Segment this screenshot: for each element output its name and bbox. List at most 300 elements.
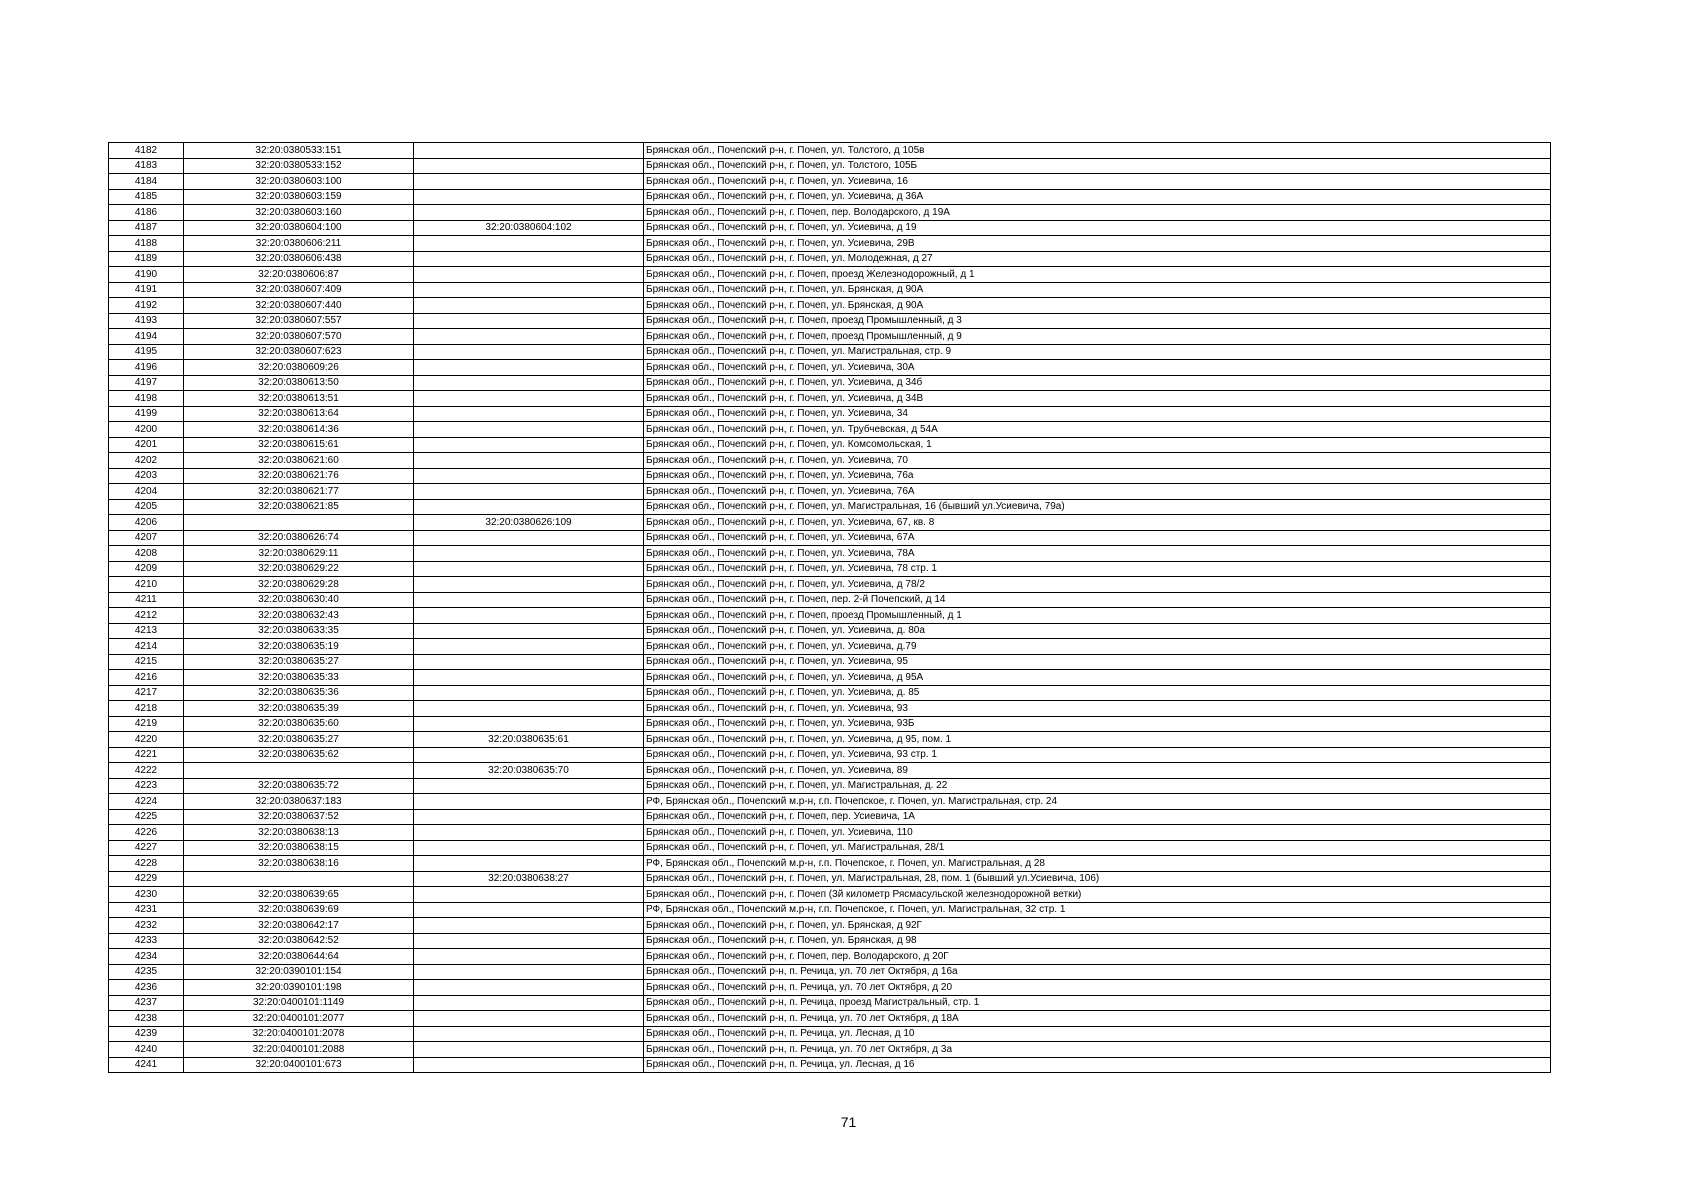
- row-number-cell: 4238: [109, 1011, 184, 1027]
- table-row: [109, 995, 1551, 1011]
- linked-cadastral-number-cell: [414, 809, 644, 825]
- row-number-cell: 4212: [109, 608, 184, 624]
- row-number-cell: 4187: [109, 220, 184, 236]
- address-cell: Брянская обл., Почепский р-н, г. Почеп, ул. Усиевича, д 34б: [644, 375, 1551, 391]
- address-cell: Брянская обл., Почепский р-н, г. Почеп, ул. Усиевича, 76А: [644, 484, 1551, 500]
- address-cell: Брянская обл., Почепский р-н, г. Почеп (3й километр Рясмасульской железнодорожной ветки): [644, 887, 1551, 903]
- row-number-cell: 4201: [109, 437, 184, 453]
- table-row: [109, 530, 1551, 546]
- table-row: [109, 515, 1551, 531]
- row-number-cell: 4218: [109, 701, 184, 717]
- cadastral-number-cell: 32:20:0380607:440: [184, 298, 414, 314]
- address-cell: РФ, Брянская обл., Почепский м.р-н, г.п. Почепское, г. Почеп, ул. Магистральная, д 28: [644, 856, 1551, 872]
- table-row: [109, 406, 1551, 422]
- linked-cadastral-number-cell: [414, 856, 644, 872]
- cadastral-number-cell: 32:20:0380533:152: [184, 158, 414, 174]
- cadastral-number-cell: 32:20:0380614:36: [184, 422, 414, 438]
- table-row: [109, 887, 1551, 903]
- table-row: [109, 205, 1551, 221]
- table-row: [109, 918, 1551, 934]
- cadastral-number-cell: 32:20:0380629:22: [184, 561, 414, 577]
- row-number-cell: 4222: [109, 763, 184, 779]
- linked-cadastral-number-cell: [414, 391, 644, 407]
- linked-cadastral-number-cell: [414, 205, 644, 221]
- cadastral-number-cell: 32:20:0380607:557: [184, 313, 414, 329]
- address-cell: Брянская обл., Почепский р-н, г. Почеп, ул. Усиевича, д 34В: [644, 391, 1551, 407]
- address-cell: Брянская обл., Почепский р-н, п. Речица, ул. 70 лет Октября, д 16а: [644, 964, 1551, 980]
- registry-table-body: [109, 143, 1551, 1073]
- address-cell: Брянская обл., Почепский р-н, г. Почеп, ул. Магистральная, д. 22: [644, 778, 1551, 794]
- address-cell: Брянская обл., Почепский р-н, г. Почеп, ул. Усиевича, д 95А: [644, 670, 1551, 686]
- linked-cadastral-number-cell: [414, 344, 644, 360]
- row-number-cell: 4237: [109, 995, 184, 1011]
- linked-cadastral-number-cell: [414, 639, 644, 655]
- address-cell: Брянская обл., Почепский р-н, г. Почеп, ул. Усиевича, д. 80а: [644, 623, 1551, 639]
- cadastral-number-cell: 32:20:0380635:36: [184, 685, 414, 701]
- table-row: [109, 453, 1551, 469]
- table-row: [109, 189, 1551, 205]
- row-number-cell: 4239: [109, 1026, 184, 1042]
- linked-cadastral-number-cell: 32:20:0380638:27: [414, 871, 644, 887]
- table-row: [109, 685, 1551, 701]
- cadastral-number-cell: 32:20:0380603:160: [184, 205, 414, 221]
- row-number-cell: 4198: [109, 391, 184, 407]
- cadastral-number-cell: 32:20:0380606:211: [184, 236, 414, 252]
- linked-cadastral-number-cell: [414, 189, 644, 205]
- linked-cadastral-number-cell: [414, 267, 644, 283]
- row-number-cell: 4240: [109, 1042, 184, 1058]
- cadastral-number-cell: [184, 515, 414, 531]
- row-number-cell: 4235: [109, 964, 184, 980]
- address-cell: Брянская обл., Почепский р-н, г. Почеп, ул. Толстого, 105Б: [644, 158, 1551, 174]
- table-row: [109, 825, 1551, 841]
- row-number-cell: 4227: [109, 840, 184, 856]
- linked-cadastral-number-cell: [414, 685, 644, 701]
- linked-cadastral-number-cell: [414, 654, 644, 670]
- table-row: [109, 236, 1551, 252]
- cadastral-number-cell: 32:20:0400101:673: [184, 1057, 414, 1073]
- row-number-cell: 4193: [109, 313, 184, 329]
- table-row: [109, 732, 1551, 748]
- table-row: [109, 747, 1551, 763]
- cadastral-number-cell: 32:20:0380639:69: [184, 902, 414, 918]
- cadastral-number-cell: 32:20:0390101:198: [184, 980, 414, 996]
- linked-cadastral-number-cell: [414, 778, 644, 794]
- table-row: [109, 933, 1551, 949]
- address-cell: Брянская обл., Почепский р-н, г. Почеп, ул. Усиевича, 93 стр. 1: [644, 747, 1551, 763]
- table-row: [109, 360, 1551, 376]
- row-number-cell: 4209: [109, 561, 184, 577]
- row-number-cell: 4225: [109, 809, 184, 825]
- table-row: [109, 639, 1551, 655]
- address-cell: Брянская обл., Почепский р-н, г. Почеп, ул. Усиевича, д 95, пом. 1: [644, 732, 1551, 748]
- address-cell: РФ, Брянская обл., Почепский м.р-н, г.п. Почепское, г. Почеп, ул. Магистральная, стр. 24: [644, 794, 1551, 810]
- cadastral-number-cell: 32:20:0380635:19: [184, 639, 414, 655]
- cadastral-number-cell: 32:20:0380635:33: [184, 670, 414, 686]
- address-cell: Брянская обл., Почепский р-н, г. Почеп, ул. Усиевича, д 78/2: [644, 577, 1551, 593]
- cadastral-number-cell: 32:20:0380635:72: [184, 778, 414, 794]
- row-number-cell: 4210: [109, 577, 184, 593]
- cadastral-number-cell: 32:20:0380613:50: [184, 375, 414, 391]
- table-row: [109, 1026, 1551, 1042]
- linked-cadastral-number-cell: [414, 716, 644, 732]
- row-number-cell: 4195: [109, 344, 184, 360]
- linked-cadastral-number-cell: [414, 747, 644, 763]
- address-cell: Брянская обл., Почепский р-н, г. Почеп, ул. Усиевича, 30А: [644, 360, 1551, 376]
- row-number-cell: 4185: [109, 189, 184, 205]
- row-number-cell: 4220: [109, 732, 184, 748]
- cadastral-number-cell: 32:20:0380533:151: [184, 143, 414, 159]
- row-number-cell: 4186: [109, 205, 184, 221]
- cadastral-number-cell: 32:20:0380606:87: [184, 267, 414, 283]
- address-cell: Брянская обл., Почепский р-н, г. Почеп, ул. Комсомольская, 1: [644, 437, 1551, 453]
- linked-cadastral-number-cell: [414, 608, 644, 624]
- address-cell: Брянская обл., Почепский р-н, г. Почеп, ул. Усиевича, 110: [644, 825, 1551, 841]
- row-number-cell: 4188: [109, 236, 184, 252]
- address-cell: Брянская обл., Почепский р-н, п. Речица, ул. 70 лет Октября, д 20: [644, 980, 1551, 996]
- address-cell: Брянская обл., Почепский р-н, г. Почеп, ул. Усиевича, 78 стр. 1: [644, 561, 1551, 577]
- linked-cadastral-number-cell: 32:20:0380604:102: [414, 220, 644, 236]
- table-row: [109, 856, 1551, 872]
- cadastral-number-cell: 32:20:0380607:570: [184, 329, 414, 345]
- cadastral-number-cell: 32:20:0380621:77: [184, 484, 414, 500]
- address-cell: Брянская обл., Почепский р-н, г. Почеп, проезд Промышленный, д 3: [644, 313, 1551, 329]
- table-row: [109, 592, 1551, 608]
- row-number-cell: 4223: [109, 778, 184, 794]
- linked-cadastral-number-cell: [414, 825, 644, 841]
- address-cell: Брянская обл., Почепский р-н, г. Почеп, ул. Усиевича, 67, кв. 8: [644, 515, 1551, 531]
- cadastral-number-cell: 32:20:0380615:61: [184, 437, 414, 453]
- cadastral-number-cell: 32:20:0380638:15: [184, 840, 414, 856]
- row-number-cell: 4214: [109, 639, 184, 655]
- linked-cadastral-number-cell: [414, 499, 644, 515]
- table-row: [109, 980, 1551, 996]
- address-cell: Брянская обл., Почепский р-н, г. Почеп, пер. Володарского, д 20Г: [644, 949, 1551, 965]
- address-cell: Брянская обл., Почепский р-н, г. Почеп, ул. Магистральная, 16 (бывший ул.Усиевича, 79а): [644, 499, 1551, 515]
- address-cell: РФ, Брянская обл., Почепский м.р-н, г.п. Почепское, г. Почеп, ул. Магистральная, 32 стр. 1: [644, 902, 1551, 918]
- address-cell: Брянская обл., Почепский р-н, г. Почеп, ул. Усиевича, 70: [644, 453, 1551, 469]
- cadastral-number-cell: 32:20:0380632:43: [184, 608, 414, 624]
- row-number-cell: 4182: [109, 143, 184, 159]
- cadastral-number-cell: 32:20:0380635:27: [184, 654, 414, 670]
- cadastral-number-cell: 32:20:0380603:159: [184, 189, 414, 205]
- row-number-cell: 4211: [109, 592, 184, 608]
- table-row: [109, 220, 1551, 236]
- row-number-cell: 4190: [109, 267, 184, 283]
- table-row: [109, 1057, 1551, 1073]
- address-cell: Брянская обл., Почепский р-н, г. Почеп, ул. Усиевича, 95: [644, 654, 1551, 670]
- row-number-cell: 4232: [109, 918, 184, 934]
- cadastral-number-cell: 32:20:0380642:17: [184, 918, 414, 934]
- linked-cadastral-number-cell: [414, 282, 644, 298]
- table-row: [109, 763, 1551, 779]
- address-cell: Брянская обл., Почепский р-н, г. Почеп, ул. Усиевича, д. 85: [644, 685, 1551, 701]
- linked-cadastral-number-cell: [414, 1057, 644, 1073]
- linked-cadastral-number-cell: [414, 980, 644, 996]
- linked-cadastral-number-cell: [414, 422, 644, 438]
- row-number-cell: 4205: [109, 499, 184, 515]
- row-number-cell: 4228: [109, 856, 184, 872]
- address-cell: Брянская обл., Почепский р-н, п. Речица, проезд Магистральный, стр. 1: [644, 995, 1551, 1011]
- cadastral-number-cell: 32:20:0380637:52: [184, 809, 414, 825]
- address-cell: Брянская обл., Почепский р-н, г. Почеп, ул. Магистральная, стр. 9: [644, 344, 1551, 360]
- cadastral-number-cell: [184, 763, 414, 779]
- linked-cadastral-number-cell: [414, 329, 644, 345]
- table-row: [109, 623, 1551, 639]
- cadastral-number-cell: 32:20:0380644:64: [184, 949, 414, 965]
- linked-cadastral-number-cell: [414, 484, 644, 500]
- table-row: [109, 267, 1551, 283]
- row-number-cell: 4234: [109, 949, 184, 965]
- address-cell: Брянская обл., Почепский р-н, г. Почеп, пер. Усиевича, 1А: [644, 809, 1551, 825]
- table-row: [109, 654, 1551, 670]
- address-cell: Брянская обл., Почепский р-н, г. Почеп, ул. Молодежная, д 27: [644, 251, 1551, 267]
- table-row: [109, 313, 1551, 329]
- address-cell: Брянская обл., Почепский р-н, г. Почеп, ул. Усиевича, 93: [644, 701, 1551, 717]
- cadastral-number-cell: 32:20:0380635:60: [184, 716, 414, 732]
- page-number: 71: [840, 1114, 857, 1130]
- row-number-cell: 4231: [109, 902, 184, 918]
- table-row: [109, 437, 1551, 453]
- address-cell: Брянская обл., Почепский р-н, г. Почеп, ул. Усиевича, 93Б: [644, 716, 1551, 732]
- linked-cadastral-number-cell: [414, 840, 644, 856]
- address-cell: Брянская обл., Почепский р-н, г. Почеп, ул. Брянская, д 90А: [644, 298, 1551, 314]
- table-row: [109, 561, 1551, 577]
- linked-cadastral-number-cell: 32:20:0380626:109: [414, 515, 644, 531]
- table-row: [109, 701, 1551, 717]
- table-row: [109, 468, 1551, 484]
- address-cell: Брянская обл., Почепский р-н, г. Почеп, проезд Железнодорожный, д 1: [644, 267, 1551, 283]
- address-cell: Брянская обл., Почепский р-н, г. Почеп, ул. Брянская, д 98: [644, 933, 1551, 949]
- address-cell: Брянская обл., Почепский р-н, г. Почеп, ул. Магистральная, 28, пом. 1 (бывший ул.Усиевича, 106): [644, 871, 1551, 887]
- cadastral-number-cell: 32:20:0380635:39: [184, 701, 414, 717]
- row-number-cell: 4236: [109, 980, 184, 996]
- row-number-cell: 4213: [109, 623, 184, 639]
- table-row: [109, 608, 1551, 624]
- table-row: [109, 1042, 1551, 1058]
- row-number-cell: 4197: [109, 375, 184, 391]
- table-row: [109, 577, 1551, 593]
- linked-cadastral-number-cell: [414, 623, 644, 639]
- cadastral-number-cell: 32:20:0380606:438: [184, 251, 414, 267]
- table-row: [109, 484, 1551, 500]
- cadastral-number-cell: 32:20:0380607:623: [184, 344, 414, 360]
- row-number-cell: 4208: [109, 546, 184, 562]
- linked-cadastral-number-cell: [414, 546, 644, 562]
- linked-cadastral-number-cell: [414, 158, 644, 174]
- row-number-cell: 4196: [109, 360, 184, 376]
- cadastral-number-cell: 32:20:0380613:64: [184, 406, 414, 422]
- cadastral-number-cell: 32:20:0380633:35: [184, 623, 414, 639]
- row-number-cell: 4216: [109, 670, 184, 686]
- linked-cadastral-number-cell: [414, 406, 644, 422]
- registry-table: [108, 142, 1551, 1073]
- address-cell: Брянская обл., Почепский р-н, г. Почеп, пер. Володарского, д 19А: [644, 205, 1551, 221]
- address-cell: Брянская обл., Почепский р-н, г. Почеп, ул. Усиевича, 89: [644, 763, 1551, 779]
- linked-cadastral-number-cell: [414, 794, 644, 810]
- linked-cadastral-number-cell: [414, 236, 644, 252]
- row-number-cell: 4226: [109, 825, 184, 841]
- row-number-cell: 4192: [109, 298, 184, 314]
- address-cell: Брянская обл., Почепский р-н, п. Речица, ул. Лесная, д 16: [644, 1057, 1551, 1073]
- linked-cadastral-number-cell: [414, 298, 644, 314]
- row-number-cell: 4183: [109, 158, 184, 174]
- row-number-cell: 4230: [109, 887, 184, 903]
- address-cell: Брянская обл., Почепский р-н, г. Почеп, ул. Усиевича, д 19: [644, 220, 1551, 236]
- cadastral-number-cell: 32:20:0400101:2078: [184, 1026, 414, 1042]
- table-row: [109, 158, 1551, 174]
- address-cell: Брянская обл., Почепский р-н, г. Почеп, ул. Брянская, д 92Г: [644, 918, 1551, 934]
- table-row: [109, 143, 1551, 159]
- table-row: [109, 174, 1551, 190]
- cadastral-number-cell: 32:20:0380604:100: [184, 220, 414, 236]
- linked-cadastral-number-cell: [414, 313, 644, 329]
- cadastral-number-cell: 32:20:0400101:2088: [184, 1042, 414, 1058]
- row-number-cell: 4202: [109, 453, 184, 469]
- linked-cadastral-number-cell: [414, 577, 644, 593]
- table-row: [109, 840, 1551, 856]
- address-cell: Брянская обл., Почепский р-н, п. Речица, ул. Лесная, д 10: [644, 1026, 1551, 1042]
- row-number-cell: 4221: [109, 747, 184, 763]
- cadastral-number-cell: 32:20:0380635:62: [184, 747, 414, 763]
- address-cell: Брянская обл., Почепский р-н, г. Почеп, ул. Магистральная, 28/1: [644, 840, 1551, 856]
- row-number-cell: 4229: [109, 871, 184, 887]
- cadastral-number-cell: 32:20:0380607:409: [184, 282, 414, 298]
- address-cell: Брянская обл., Почепский р-н, г. Почеп, ул. Усиевича, 29В: [644, 236, 1551, 252]
- cadastral-number-cell: 32:20:0380638:16: [184, 856, 414, 872]
- linked-cadastral-number-cell: [414, 887, 644, 903]
- address-cell: Брянская обл., Почепский р-н, г. Почеп, проезд Промышленный, д 9: [644, 329, 1551, 345]
- table-row: [109, 422, 1551, 438]
- cadastral-number-cell: 32:20:0380639:65: [184, 887, 414, 903]
- row-number-cell: 4233: [109, 933, 184, 949]
- table-row: [109, 282, 1551, 298]
- row-number-cell: 4191: [109, 282, 184, 298]
- linked-cadastral-number-cell: [414, 468, 644, 484]
- row-number-cell: 4241: [109, 1057, 184, 1073]
- table-row: [109, 1011, 1551, 1027]
- cadastral-number-cell: 32:20:0380638:13: [184, 825, 414, 841]
- cadastral-number-cell: 32:20:0380621:85: [184, 499, 414, 515]
- cadastral-number-cell: 32:20:0400101:1149: [184, 995, 414, 1011]
- address-cell: Брянская обл., Почепский р-н, г. Почеп, ул. Усиевича, 67А: [644, 530, 1551, 546]
- cadastral-number-cell: 32:20:0400101:2077: [184, 1011, 414, 1027]
- address-cell: Брянская обл., Почепский р-н, г. Почеп, пер. 2-й Почепский, д 14: [644, 592, 1551, 608]
- row-number-cell: 4194: [109, 329, 184, 345]
- linked-cadastral-number-cell: [414, 375, 644, 391]
- table-row: [109, 251, 1551, 267]
- table-row: [109, 794, 1551, 810]
- table-row: [109, 298, 1551, 314]
- linked-cadastral-number-cell: [414, 933, 644, 949]
- row-number-cell: 4203: [109, 468, 184, 484]
- address-cell: Брянская обл., Почепский р-н, г. Почеп, ул. Трубчевская, д 54А: [644, 422, 1551, 438]
- cadastral-number-cell: 32:20:0390101:154: [184, 964, 414, 980]
- row-number-cell: 4184: [109, 174, 184, 190]
- table-row: [109, 809, 1551, 825]
- row-number-cell: 4200: [109, 422, 184, 438]
- table-row: [109, 778, 1551, 794]
- linked-cadastral-number-cell: [414, 530, 644, 546]
- address-cell: Брянская обл., Почепский р-н, г. Почеп, ул. Усиевича, 76а: [644, 468, 1551, 484]
- cadastral-number-cell: 32:20:0380603:100: [184, 174, 414, 190]
- table-row: [109, 964, 1551, 980]
- table-row: [109, 391, 1551, 407]
- linked-cadastral-number-cell: [414, 1042, 644, 1058]
- row-number-cell: 4189: [109, 251, 184, 267]
- linked-cadastral-number-cell: [414, 701, 644, 717]
- linked-cadastral-number-cell: [414, 437, 644, 453]
- row-number-cell: 4224: [109, 794, 184, 810]
- cadastral-number-cell: 32:20:0380629:28: [184, 577, 414, 593]
- row-number-cell: 4215: [109, 654, 184, 670]
- linked-cadastral-number-cell: [414, 360, 644, 376]
- cadastral-number-cell: 32:20:0380609:26: [184, 360, 414, 376]
- table-row: [109, 716, 1551, 732]
- linked-cadastral-number-cell: [414, 670, 644, 686]
- cadastral-number-cell: [184, 871, 414, 887]
- address-cell: Брянская обл., Почепский р-н, г. Почеп, ул. Усиевича, 16: [644, 174, 1551, 190]
- linked-cadastral-number-cell: 32:20:0380635:70: [414, 763, 644, 779]
- linked-cadastral-number-cell: [414, 995, 644, 1011]
- address-cell: Брянская обл., Почепский р-н, п. Речица, ул. 70 лет Октября, д 3а: [644, 1042, 1551, 1058]
- cadastral-number-cell: 32:20:0380629:11: [184, 546, 414, 562]
- address-cell: Брянская обл., Почепский р-н, г. Почеп, ул. Усиевича, д.79: [644, 639, 1551, 655]
- cadastral-number-cell: 32:20:0380642:52: [184, 933, 414, 949]
- row-number-cell: 4206: [109, 515, 184, 531]
- linked-cadastral-number-cell: [414, 949, 644, 965]
- linked-cadastral-number-cell: [414, 561, 644, 577]
- linked-cadastral-number-cell: [414, 453, 644, 469]
- linked-cadastral-number-cell: [414, 918, 644, 934]
- cadastral-number-cell: 32:20:0380637:183: [184, 794, 414, 810]
- table-row: [109, 902, 1551, 918]
- address-cell: Брянская обл., Почепский р-н, п. Речица, ул. 70 лет Октября, д 18А: [644, 1011, 1551, 1027]
- address-cell: Брянская обл., Почепский р-н, г. Почеп, проезд Промышленный, д 1: [644, 608, 1551, 624]
- cadastral-number-cell: 32:20:0380621:76: [184, 468, 414, 484]
- table-row: [109, 344, 1551, 360]
- table-row: [109, 499, 1551, 515]
- row-number-cell: 4207: [109, 530, 184, 546]
- address-cell: Брянская обл., Почепский р-н, г. Почеп, ул. Брянская, д 90А: [644, 282, 1551, 298]
- address-cell: Брянская обл., Почепский р-н, г. Почеп, ул. Усиевича, 78А: [644, 546, 1551, 562]
- table-row: [109, 871, 1551, 887]
- cadastral-number-cell: 32:20:0380635:27: [184, 732, 414, 748]
- linked-cadastral-number-cell: [414, 251, 644, 267]
- row-number-cell: 4204: [109, 484, 184, 500]
- table-row: [109, 329, 1551, 345]
- linked-cadastral-number-cell: [414, 902, 644, 918]
- address-cell: Брянская обл., Почепский р-н, г. Почеп, ул. Усиевича, 34: [644, 406, 1551, 422]
- table-row: [109, 670, 1551, 686]
- linked-cadastral-number-cell: [414, 592, 644, 608]
- cadastral-number-cell: 32:20:0380621:60: [184, 453, 414, 469]
- linked-cadastral-number-cell: [414, 1026, 644, 1042]
- linked-cadastral-number-cell: [414, 1011, 644, 1027]
- address-cell: Брянская обл., Почепский р-н, г. Почеп, ул. Толстого, д 105в: [644, 143, 1551, 159]
- table-row: [109, 949, 1551, 965]
- row-number-cell: 4217: [109, 685, 184, 701]
- cadastral-number-cell: 32:20:0380626:74: [184, 530, 414, 546]
- linked-cadastral-number-cell: [414, 964, 644, 980]
- cadastral-number-cell: 32:20:0380613:51: [184, 391, 414, 407]
- linked-cadastral-number-cell: [414, 143, 644, 159]
- linked-cadastral-number-cell: [414, 174, 644, 190]
- table-row: [109, 546, 1551, 562]
- row-number-cell: 4219: [109, 716, 184, 732]
- linked-cadastral-number-cell: 32:20:0380635:61: [414, 732, 644, 748]
- row-number-cell: 4199: [109, 406, 184, 422]
